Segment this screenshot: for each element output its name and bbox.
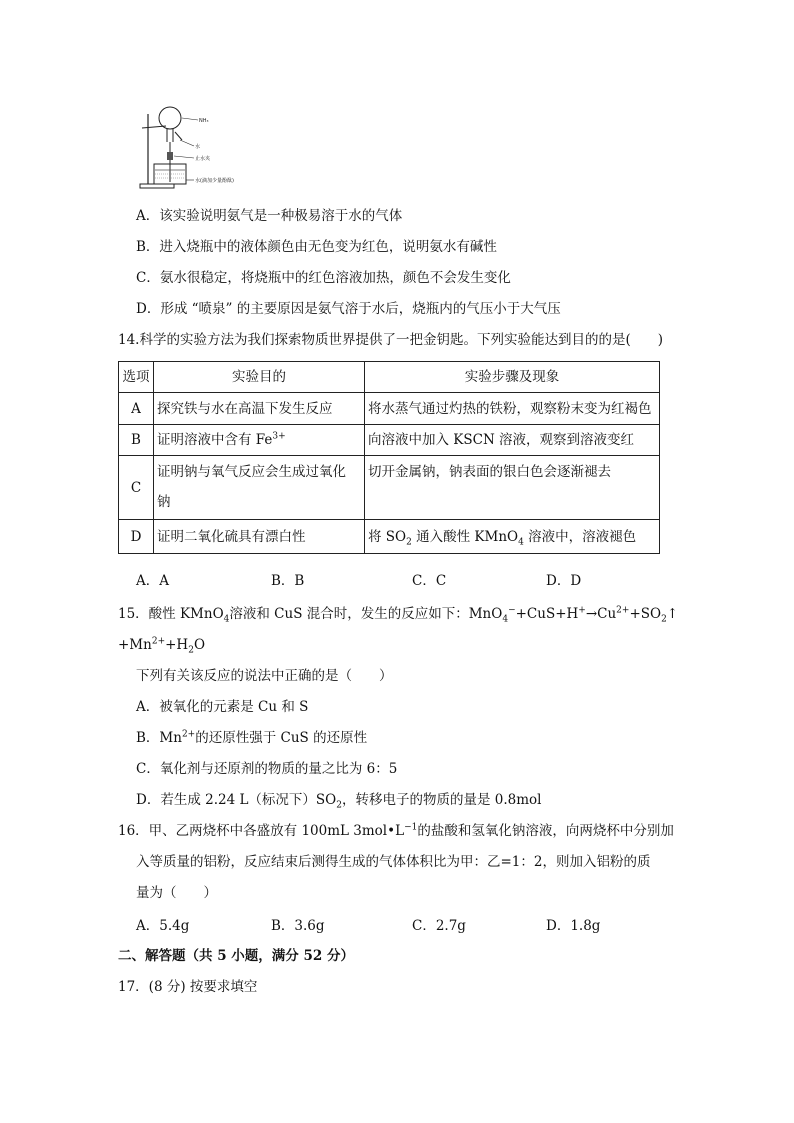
table-row	[119, 425, 660, 456]
section-heading: 二、解答题（共 5 小题，满分 52 分）	[118, 948, 354, 964]
row-step: 将水蒸气通过灼热的铁粉，观察粉末变为红褐色	[365, 393, 660, 425]
row-purpose: 证明二氧化硫具有漂白性	[154, 520, 365, 554]
header-option: 选项	[119, 362, 154, 393]
q17-stem: 17．(8 分) 按要求填空	[118, 979, 258, 995]
q15-stem-line1: 15．酸性 KMnO$_4$溶液和 CuS 混合时，发生的反应如下：$MnO_4^-+CuS+H^+\to Cu^{2+}+SO_2↑$	[118, 605, 679, 625]
q13-option-c: C．氨水很稳定，将烧瓶中的红色溶液加热，颜色不会发生变化	[136, 270, 511, 286]
row-option: D	[119, 520, 154, 554]
q16-option-c: C．2.7g	[412, 918, 466, 934]
q13-option-d: D．形成 “喷泉” 的主要原因是氨气溶于水后，烧瓶内的气压小于大气压	[136, 301, 561, 317]
q14-option-d: D．D	[546, 573, 582, 589]
q15-option-b: B．$Mn^{2+}$的还原性强于 CuS 的还原性	[136, 729, 368, 746]
q14-table	[118, 361, 660, 554]
row-purpose: 证明钠与氧气反应会生成过氧化 钠	[154, 456, 365, 520]
q15-prompt: 下列有关该反应的说法中正确的是（ ）	[136, 668, 393, 684]
q16-stem-line3: 量为（ ）	[136, 885, 217, 901]
header-step: 实验步骤及现象	[365, 362, 660, 393]
table-header-row	[119, 362, 660, 393]
q16-option-b: B．3.6g	[271, 918, 325, 934]
row-purpose: 证明溶液中含有 $Fe^{3+}$	[154, 425, 365, 456]
row-step: 切开金属钠，钠表面的银白色会逐渐褪去	[365, 456, 660, 520]
q16-stem-line1: 16．甲、乙两烧杯中各盛放有 100mL $3mol•L^{-1}$的盐酸和氢氧化钠溶液，向两烧杯中分别加	[118, 822, 674, 839]
q16-stem-line2: 入等质量的铝粉，反应结束后测得生成的气体体积比为甲：乙=1：2，则加入铝粉的质	[136, 854, 651, 870]
q14-option-b: B．B	[271, 573, 305, 589]
row-option: A	[119, 393, 154, 425]
q15-option-d: D．若生成 2.24 L（标况下）$SO_2$，转移电子的物质的量是 0.8mol	[136, 792, 542, 811]
beaker-label: 水(滴加少量酚酞)	[195, 178, 234, 184]
q16-option-a: A．5.4g	[136, 918, 190, 934]
q13-option-b: B．进入烧瓶中的液体颜色由无色变为红色，说明氨水有碱性	[136, 239, 497, 255]
q16-option-d: D．1.8g	[546, 918, 601, 934]
q15-option-a: A．被氧化的元素是 Cu 和 S	[136, 699, 309, 715]
row-step: 将 $SO_2$ 通入酸性 KMnO$_4$ 溶液中，溶液褪色	[365, 520, 660, 554]
q14-stem: 14.科学的实验方法为我们探索物质世界提供了一把金钥匙。下列实验能达到目的的是( )	[118, 332, 664, 348]
nh3-label: NH₃	[199, 118, 209, 124]
row-option: B	[119, 425, 154, 456]
table-row	[119, 393, 660, 425]
clip-label: 止水夹	[195, 156, 211, 162]
q14-option-a: A．A	[136, 573, 169, 589]
row-option: C	[119, 456, 154, 520]
q15-option-c: C．氧化剂与还原剂的物质的量之比为 6：5	[136, 761, 398, 777]
q13-option-a: A．该实验说明氨气是一种极易溶于水的气体	[136, 208, 403, 224]
header-purpose: 实验目的	[154, 362, 365, 393]
row-purpose: 探究铁与水在高温下发生反应	[154, 393, 365, 425]
q15-stem-line2: $+Mn^{2+}+H_2O$	[118, 636, 206, 656]
table-row	[119, 520, 660, 554]
fountain-apparatus-figure	[136, 104, 266, 192]
row-step: 向溶液中加入 KSCN 溶液，观察到溶液变红	[365, 425, 660, 456]
table-row	[119, 456, 660, 520]
q14-option-c: C．C	[412, 573, 447, 589]
water-label: 水	[195, 144, 201, 150]
